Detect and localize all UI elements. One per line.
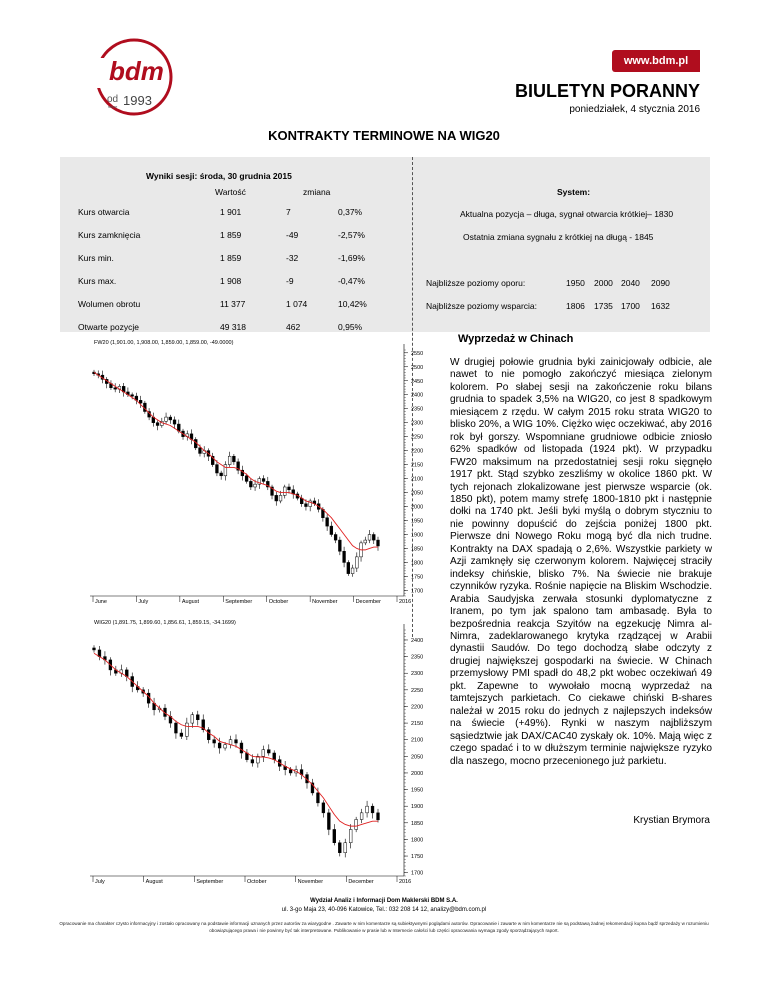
- support-level: 1806: [566, 301, 585, 311]
- y-tick-label: 1950: [411, 518, 424, 525]
- session-cell-pct: -1,69%: [338, 253, 365, 263]
- logo-since-small: since: [108, 104, 118, 109]
- session-cell-value: 1 859: [220, 230, 242, 240]
- y-tick-label: 2200: [411, 448, 424, 455]
- x-tick-label: August: [145, 879, 163, 885]
- footer-disclaimer: Opracowanie ma charakter czysto informacyjny i zostało opracowany na podstawie informacji uznanych przez autorów za wiarygodne . Zawarte w nim komentarze są subiektywnymi poglądami autorów. Opracowanie i zawarte w nim komentarze nie są podstawą żadnej rekomendacji kupna bądź sprzedaży w rozumieniu obowiązującego prawa i nie powinny być tak interpretowane. Publikowanie w prasie lub w Internecie całości lub części opracowania wymaga zgody sporządzających raport.: [59, 921, 709, 933]
- candle-body: [251, 760, 254, 763]
- y-tick-label: 1700: [411, 588, 424, 595]
- y-tick-label: 2250: [411, 687, 424, 694]
- candle-body: [262, 750, 265, 757]
- session-results-table: [60, 157, 710, 332]
- support-level: 1700: [621, 301, 640, 311]
- fw20-chart: [82, 336, 430, 608]
- candle-body: [338, 540, 341, 551]
- x-tick-label: July: [95, 879, 105, 885]
- y-tick-label: 1850: [411, 546, 424, 553]
- x-tick-label: August: [181, 599, 199, 605]
- session-cell-value: 1 901: [220, 207, 242, 217]
- session-cell-label: Kurs zamknięcia: [78, 230, 141, 240]
- candle-body: [169, 417, 172, 420]
- session-cell-pct: 10,42%: [338, 299, 367, 309]
- candle-body: [191, 715, 194, 723]
- candle-body: [185, 723, 188, 736]
- session-cell-value: 11 377: [220, 299, 246, 309]
- candle-body: [322, 803, 325, 813]
- session-cell-label: Wolumen obrotu: [78, 299, 141, 309]
- candle-body: [249, 481, 252, 487]
- bulletin-title: BIULETYN PORANNY: [514, 81, 700, 101]
- session-cell-label: Kurs max.: [78, 276, 117, 286]
- y-tick-label: 2100: [411, 737, 424, 744]
- candle-body: [360, 813, 363, 820]
- system-label: System:: [557, 187, 591, 197]
- y-tick-label: 2550: [411, 350, 424, 357]
- y-tick-label: 2350: [411, 406, 424, 413]
- candle-body: [245, 476, 248, 482]
- candle-body: [165, 417, 168, 421]
- candle-body: [199, 448, 202, 454]
- y-tick-label: 1750: [411, 574, 424, 581]
- candles: [93, 645, 380, 857]
- candle-body: [366, 806, 369, 813]
- candle-body: [283, 487, 286, 495]
- candle-body: [334, 535, 337, 541]
- session-cell-label: Kurs min.: [78, 253, 114, 263]
- candle-body: [213, 740, 216, 743]
- website-badge[interactable]: www.bdm.pl: [612, 50, 700, 72]
- candle-body: [224, 745, 227, 748]
- y-tick-label: 1700: [411, 870, 424, 877]
- session-cell-value: 1 859: [220, 253, 242, 263]
- support-level: 1632: [651, 301, 670, 311]
- candle-body: [216, 465, 219, 473]
- y-tick-label: 2000: [411, 504, 424, 511]
- x-tick-label: June: [95, 599, 107, 605]
- article-body: W drugiej połowie grudnia byki zainicjowały odbicie, ale nawet to nie pomogło zakończyć miesiąca zielonym kolorem. Po słabej sesji na zakończenie roku bilans grudnia to spadek 3,5% na WIG20, co jest 8 spadkowym miesiącem z rzędu. W całym 2015 roku strata WIG20 to blisko 20%, a WIG 10%. Ciężko więc oczekiwać, aby 2016 rok był gorszy. Wspomniane grudniowe odbicie zniosło 62% spadków od listopada (1924 pkt). W przypadku FW20 maksimum na przedostatniej sesji roku sięgnęło 1917 pkt. Stąd szybko zeszliśmy w okolice 1860 pkt. W tych rejonach zlokalizowane jest pierwsze wsparcie (ok. 1850 pkt), potem mamy strefę 1800-1810 pkt i następnie dołki na 1740 pkt. Jeśli byki myślą o dobrym styczniu to nie powinny dopuścić do zejścia poniżej 1800 pkt. Pierwsze dni Nowego Roku mogą być dla nich trudne. Kontrakty na DAX spadają o 2,6%. Wszystkie parkiety w Azji zamknęły się czerwonym kolorem. Najwięcej straciły indeksy chińskie, blisko 7%. Na świecie nie brakuje czynników ryzyka. Rośnie napięcie na Bliskim Wschodzie. Arabia Saudyjska zerwała stosunki dyplomatyczne z Iranem, po tym jak spalono tam ambasadę. Była to bezpośrednia reakcja Szyitów na egzekucję Nimra al-Nimra, zadeklarowanego krytyka rządzącej w Arabii dynastii Saudów. Do tego dochodzą słabe odczyty z drugiej największej gospodarki na świecie. W Chinach przemysłowy PMI spadł do 48,2 pkt wobec oczekiwań 49 pkt. Zapewne to wywołało mocną wyprzedaż na tamtejszych parkietach. Co ciekawe chiński B-shares należał w 2015 roku do jednych z najlepszych indeksów na świecie (+49%). Rynki w naszym najbliższym sąsiedztwie jak DAX/CAC40 zyskały ok. 10%. Mają więc z czego spadać i to w dłuższym terminie największe ryzyko dla naszego, mocno przecenionego już parkietu.: [450, 357, 712, 767]
- session-cell-pct: -2,57%: [338, 230, 365, 240]
- resistance-level: 2040: [621, 278, 640, 288]
- candle-body: [330, 526, 333, 534]
- session-cell-value: 49 318: [220, 322, 246, 332]
- candle-body: [139, 400, 142, 403]
- candle-body: [371, 806, 374, 813]
- y-tick-label: 1750: [411, 854, 424, 861]
- x-tick-label: December: [348, 879, 374, 885]
- support-label: Najbliższe poziomy wsparcia:: [426, 301, 538, 311]
- session-cell-change: 7: [286, 207, 291, 217]
- y-tick-label: 2100: [411, 476, 424, 483]
- candle-body: [349, 829, 352, 842]
- session-cell-pct: 0,37%: [338, 207, 363, 217]
- x-tick-label: October: [268, 599, 289, 605]
- y-tick-label: 2450: [411, 378, 424, 385]
- candle-body: [175, 723, 178, 733]
- session-cell-change: -9: [286, 276, 294, 286]
- candle-body: [207, 730, 210, 740]
- article-author: Krystian Brymora: [633, 815, 710, 826]
- x-tick-label: 2016: [399, 879, 412, 885]
- x-tick-label: November: [312, 599, 338, 605]
- x-tick-label: November: [297, 879, 324, 885]
- candle-body: [156, 423, 159, 426]
- candle-body: [218, 743, 221, 748]
- y-tick-label: 2300: [411, 420, 424, 427]
- wig20-chart: [82, 616, 430, 888]
- candle-body: [196, 715, 199, 720]
- resistance-level: 2090: [651, 278, 670, 288]
- system-position: Aktualna pozycja – długa, sygnał otwarcia krótkiej– 1830: [460, 209, 674, 219]
- y-tick-label: 2250: [411, 434, 424, 441]
- candle-body: [220, 473, 223, 476]
- y-tick-label: 2350: [411, 654, 424, 661]
- y-tick-label: 1950: [411, 787, 424, 794]
- bdm-logo: [95, 38, 173, 116]
- footer-address: ul. 3-go Maja 23, 40-096 Katowice, Tel.: 032 208 14 12, analizy@bdm.com.pl: [281, 907, 487, 913]
- session-cell-value: 1 908: [220, 276, 242, 286]
- candle-body: [289, 770, 292, 773]
- candle-body: [333, 829, 336, 842]
- x-tick-label: October: [247, 879, 267, 885]
- candle-body: [279, 495, 282, 501]
- resistance-label: Najbliższe poziomy oporu:: [426, 278, 526, 288]
- candle-body: [235, 740, 238, 743]
- candle-body: [240, 743, 243, 753]
- candle-body: [275, 495, 278, 501]
- article-title: Wyprzedaż w Chinach: [458, 333, 574, 345]
- logo-since-label: od: [107, 94, 119, 105]
- y-tick-label: 2050: [411, 754, 424, 761]
- chart-title: FW20 (1,901.00, 1,908.00, 1,859.00, 1,859.00, -49.0000): [94, 340, 234, 346]
- support-level: 1735: [594, 301, 613, 311]
- y-tick-label: 2150: [411, 721, 424, 728]
- x-tick-label: July: [138, 599, 149, 605]
- candle-body: [131, 395, 134, 396]
- y-tick-label: 2300: [411, 671, 424, 678]
- candle-body: [372, 535, 375, 541]
- candle-body: [305, 504, 308, 507]
- y-tick-label: 2400: [411, 392, 424, 399]
- chart-title: WIG20 (1,891.75, 1,899.60, 1,856.61, 1,859.15, -34.1699): [94, 620, 236, 626]
- candle-body: [364, 540, 367, 543]
- session-cell-change: 1 074: [286, 299, 308, 309]
- session-cell-pct: 0,95%: [338, 322, 363, 332]
- resistance-level: 1950: [566, 278, 585, 288]
- candle-body: [317, 793, 320, 803]
- x-tick-label: 2016: [399, 599, 412, 605]
- session-cell-change: -32: [286, 253, 299, 263]
- session-cell-change: -49: [286, 230, 299, 240]
- y-tick-label: 1900: [411, 532, 424, 539]
- system-last-change: Ostatnia zmiana sygnału z krótkiej na długą - 1845: [463, 232, 654, 242]
- candle-body: [347, 562, 350, 573]
- col-change-header: zmiana: [303, 187, 331, 197]
- resistance-level: 2000: [594, 278, 613, 288]
- candle-body: [232, 456, 235, 462]
- candle-body: [343, 551, 346, 562]
- footer-company: Wydział Analiz i Informacji Dom Maklerski BDM S.A.: [310, 898, 458, 904]
- candle-body: [338, 843, 341, 853]
- session-cell-label: Otwarte pozycje: [78, 322, 139, 332]
- candle-body: [377, 540, 380, 546]
- y-tick-label: 2000: [411, 770, 424, 777]
- candle-body: [355, 819, 358, 829]
- candle-body: [377, 813, 380, 820]
- candle-body: [262, 479, 265, 482]
- y-tick-label: 2500: [411, 364, 424, 371]
- bulletin-date: poniedziałek, 4 stycznia 2016: [569, 104, 700, 115]
- y-tick-label: 2150: [411, 462, 424, 469]
- candle-body: [228, 456, 231, 464]
- x-tick-label: September: [196, 879, 224, 885]
- candle-body: [327, 813, 330, 830]
- y-tick-label: 2200: [411, 704, 424, 711]
- candle-body: [114, 388, 117, 389]
- page-title: KONTRAKTY TERMINOWE NA WIG20: [268, 128, 500, 143]
- session-cell-label: Kurs otwarcia: [78, 207, 130, 217]
- candle-body: [254, 484, 257, 487]
- candle-body: [180, 733, 183, 736]
- candle-body: [93, 648, 96, 650]
- candle-body: [173, 420, 176, 424]
- session-cell-pct: -0,47%: [338, 276, 365, 286]
- col-value-header: Wartość: [215, 187, 246, 197]
- candle-body: [326, 518, 329, 526]
- candle-body: [344, 843, 347, 853]
- candle-body: [267, 750, 270, 753]
- y-tick-label: 2400: [411, 637, 424, 644]
- candle-body: [288, 487, 291, 490]
- session-cell-change: 462: [286, 322, 301, 332]
- x-tick-label: September: [225, 599, 253, 605]
- candle-body: [351, 568, 354, 574]
- y-tick-label: 2050: [411, 490, 424, 497]
- candle-body: [355, 557, 358, 568]
- candle-body: [368, 535, 371, 541]
- session-heading: Wyniki sesji: środa, 30 grudnia 2015: [146, 171, 292, 181]
- y-tick-label: 1900: [411, 804, 424, 811]
- logo-year: 1993: [123, 93, 152, 108]
- y-tick-label: 1800: [411, 837, 424, 844]
- y-tick-label: 1850: [411, 820, 424, 827]
- y-tick-label: 1800: [411, 560, 424, 567]
- logo-text: bdm: [109, 56, 164, 86]
- candles: [93, 370, 380, 577]
- x-tick-label: December: [355, 599, 381, 605]
- candle-body: [273, 753, 276, 760]
